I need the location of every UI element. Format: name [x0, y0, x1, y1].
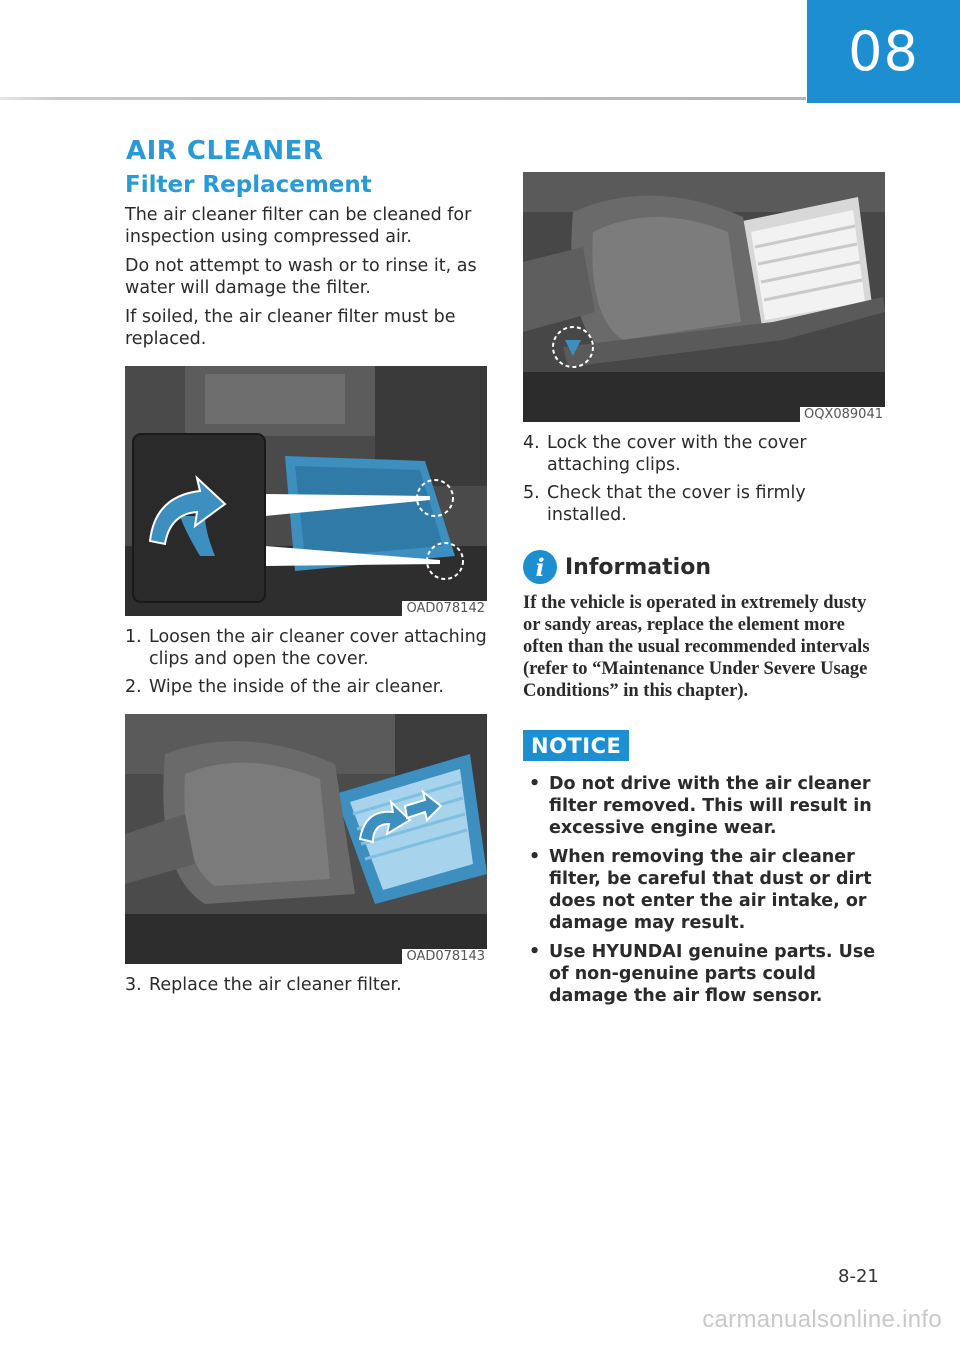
information-heading [523, 550, 885, 584]
engine-bay-illustration [125, 366, 487, 616]
intro-paragraph: If soiled, the air cleaner filter must be replaced. [125, 307, 456, 349]
step-item [523, 482, 885, 526]
chapter-tab: 08 [807, 0, 960, 103]
notice-text: When removing the air cleaner filter, be careful that dust or dirt does not enter the air intake, or damage may result. [549, 847, 872, 933]
notice-item [523, 941, 885, 1007]
left-column [125, 172, 487, 1002]
step-text: Wipe the inside of the air cleaner. [149, 677, 444, 697]
step-number: 4. [523, 433, 540, 453]
figure-open-cover [125, 366, 487, 616]
step-text: Check that the cover is firmly installed. [547, 483, 806, 525]
section-title: AIR CLEANER [126, 136, 324, 166]
header-rule [0, 97, 806, 100]
notice-text: Do not drive with the air cleaner filter removed. This will result in excessive engine wear. [549, 774, 872, 838]
notice-item [523, 773, 885, 839]
step-item [523, 432, 885, 476]
step-number: 1. [125, 627, 142, 647]
step-text: Lock the cover with the cover attaching clips. [547, 433, 807, 475]
steps-list [125, 974, 487, 996]
step-text: Replace the air cleaner filter. [149, 975, 402, 995]
notice-badge: NOTICE [523, 730, 629, 761]
step-item [125, 626, 487, 670]
information-title: Information [565, 554, 711, 580]
notice-text: Use HYUNDAI genuine parts. Use of non-genuine parts could damage the air flow sensor. [549, 942, 876, 1006]
filter-illustration [125, 714, 487, 964]
intro-paragraph: Do not attempt to wash or to rinse it, as water will damage the filter. [125, 256, 477, 298]
figure-code: OAD078143 [402, 949, 487, 964]
step-number: 3. [125, 975, 142, 995]
steps-list [523, 432, 885, 526]
info-icon: i [523, 550, 557, 584]
bullet: • [529, 847, 541, 867]
step-number: 2. [125, 677, 142, 697]
right-column [523, 172, 885, 1014]
figure-code: OQX089041 [800, 407, 885, 422]
notice-list [523, 773, 885, 1007]
notice-item [523, 846, 885, 934]
step-item [125, 676, 487, 698]
figure-code: OAD078142 [402, 601, 487, 616]
bullet: • [529, 774, 541, 794]
figure-replace-filter [125, 714, 487, 964]
step-number: 5. [523, 483, 540, 503]
figure-install-cover [523, 172, 885, 422]
step-text: Loosen the air cleaner cover attaching clips and open the cover. [149, 627, 487, 669]
cover-installed-illustration [523, 172, 885, 422]
watermark: carmanualsonline.info [702, 1306, 942, 1333]
steps-list [125, 626, 487, 698]
bullet: • [529, 942, 541, 962]
information-text: If the vehicle is operated in extremely dusty or sandy areas, replace the element more often than the usual recommended intervals (refer to “Maintenance Under Severe Usage Conditions” in this chapter). [523, 593, 870, 701]
intro-paragraph: The air cleaner filter can be cleaned for inspection using compressed air. [125, 205, 472, 247]
page-number: 8-21 [838, 1266, 879, 1287]
step-item [125, 974, 487, 996]
subsection-title: Filter Replacement [125, 172, 372, 198]
